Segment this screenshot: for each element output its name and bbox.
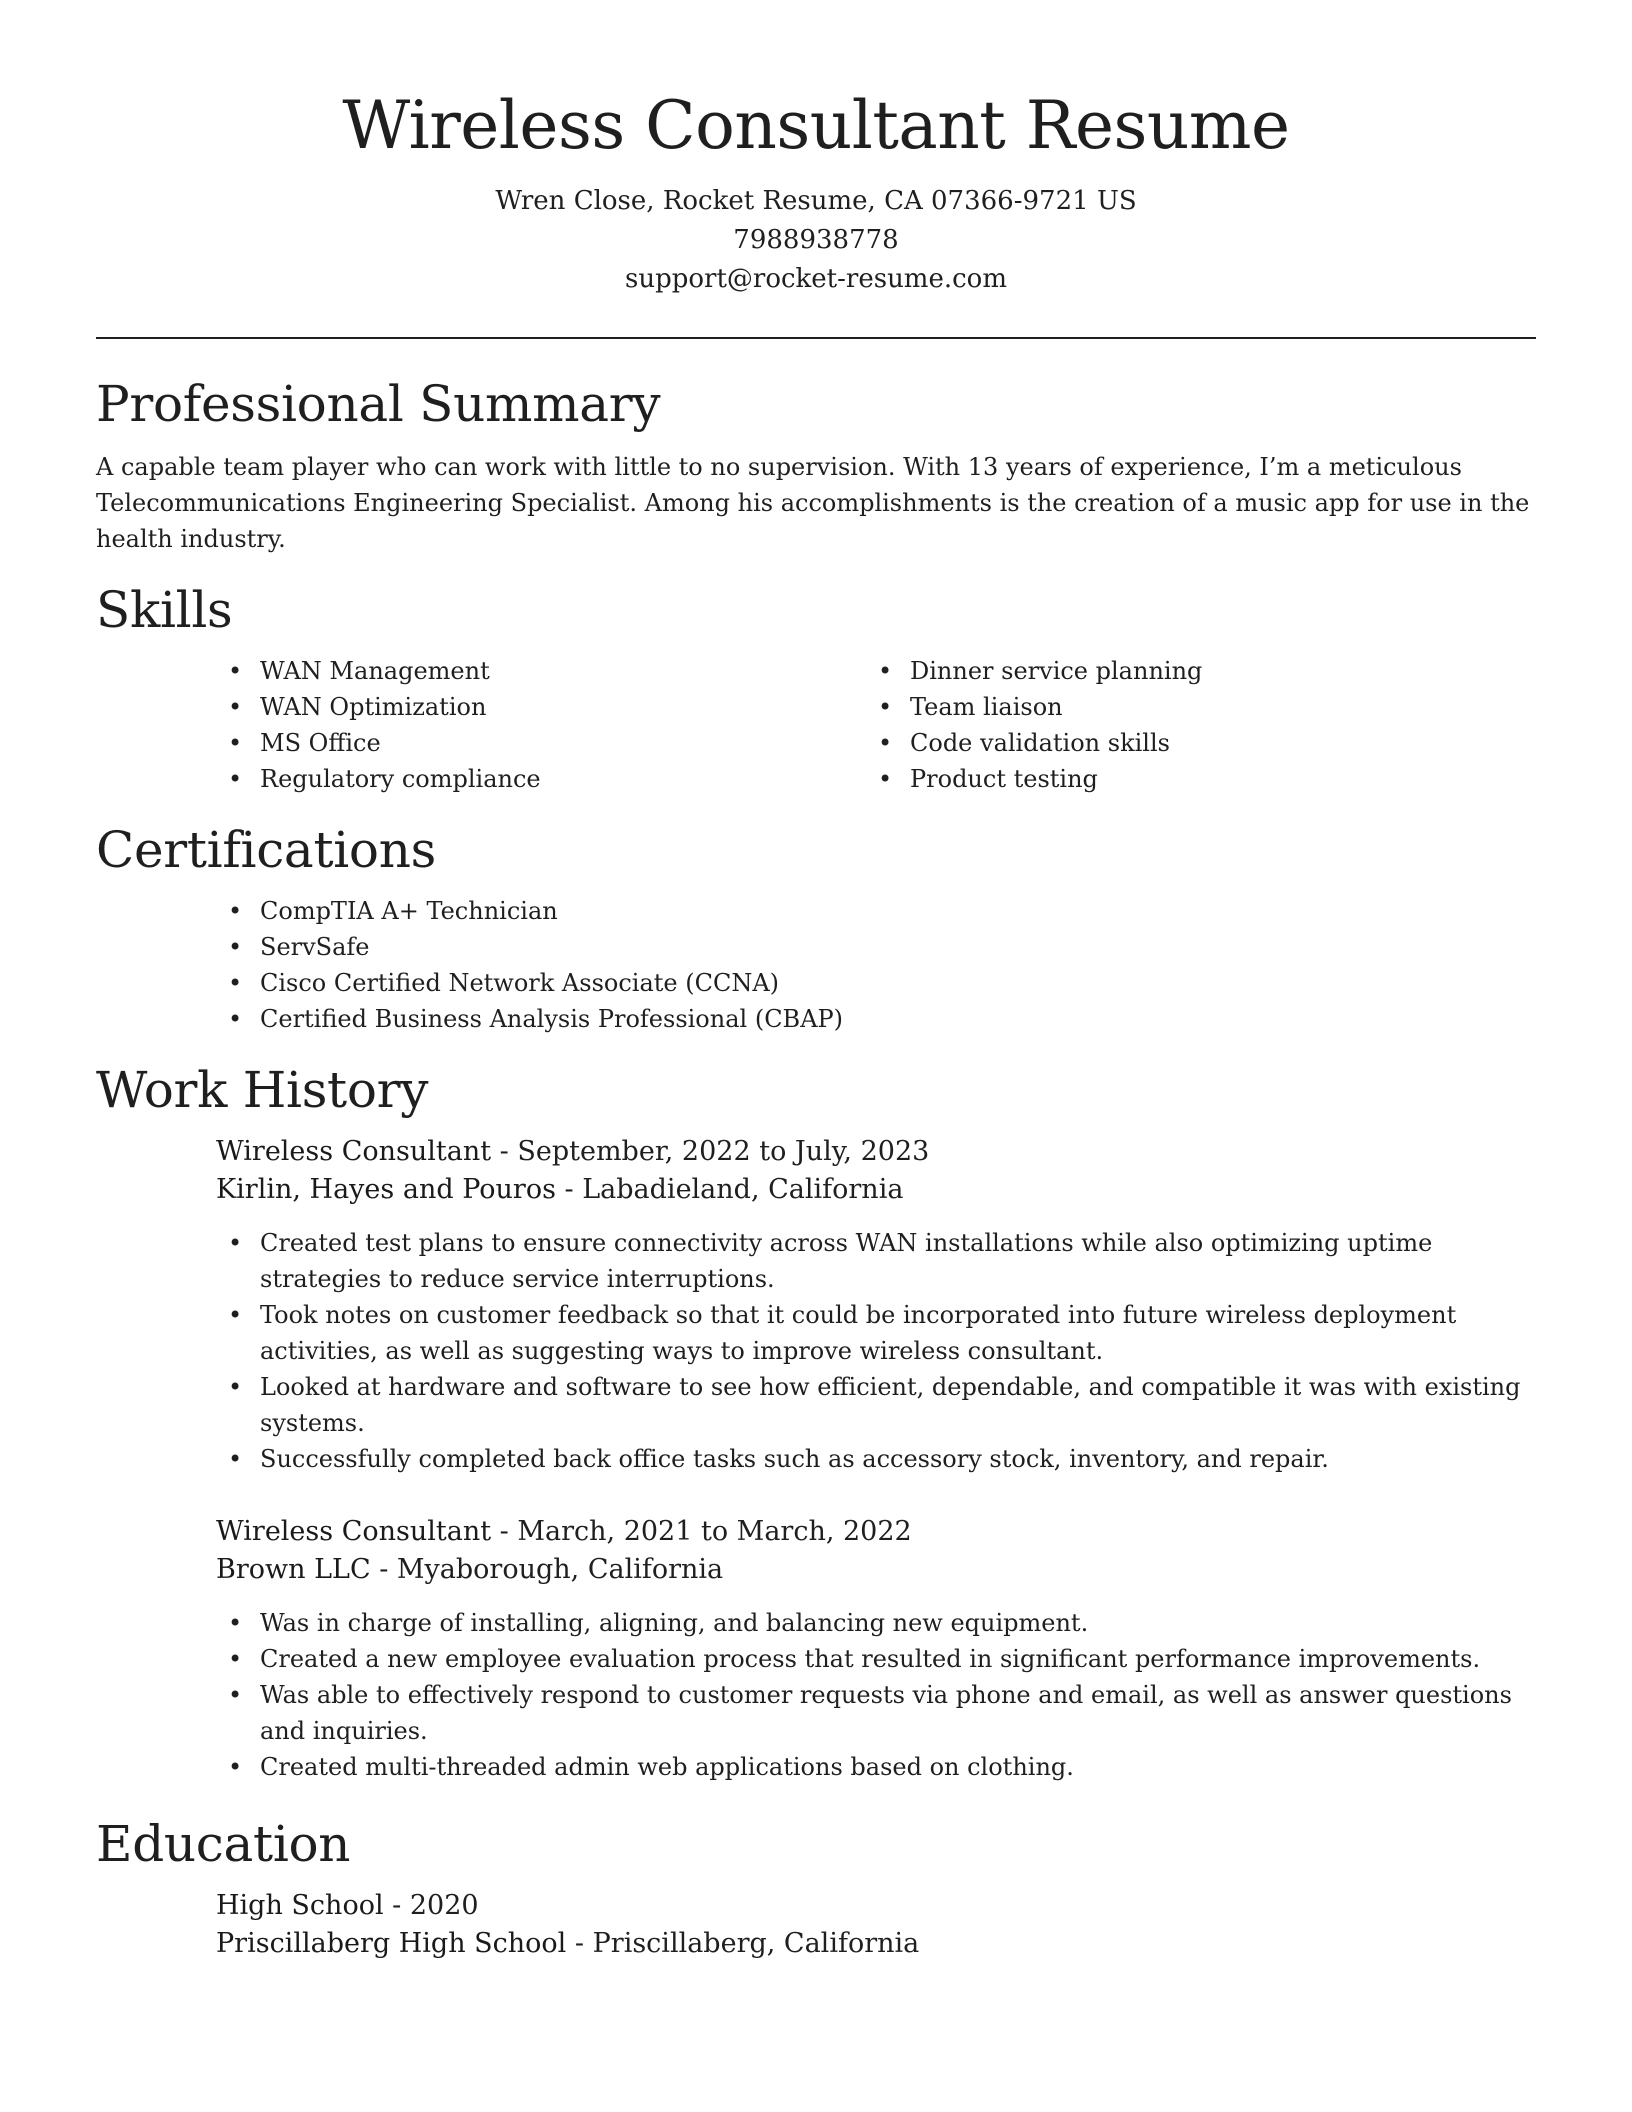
education-year: - 2020 [383,1890,479,1921]
summary-section [96,373,1536,557]
skills-section [96,579,1536,797]
certification-item: • Cisco Certified Network Associate (CCNA) [216,965,1536,1001]
certification-item: • CompTIA A+ Technician [216,893,1536,929]
job-role: Wireless Consultant [216,1136,492,1167]
contact-address: Wren Close, Rocket Resume, CA 07366-9721 US [495,186,1137,216]
education-degree: High School [216,1890,384,1921]
job-bullet: • Created test plans to ensure connectivity across WAN installations while also optimizing uptime strategies to reduce service interruptions. [216,1225,1536,1297]
education-location: - Priscillaberg, California [566,1928,920,1959]
certifications-list [216,893,1536,1037]
job-bullet: • Looked at hardware and software to see how efficient, dependable, and compatible it was with existing systems. [216,1369,1536,1441]
skills-grid [216,653,1536,797]
skill-item: • Dinner service planning [866,653,1516,689]
work-heading: Work History [96,1061,429,1119]
resume-title: Wireless Consultant Resume [342,87,1290,164]
job-entry [216,1513,1536,1785]
contact-block [96,182,1536,299]
certifications-section [96,819,1536,1037]
skills-list-right [866,653,1516,797]
job-bullets [216,1605,1536,1785]
job-location: - Myaborough, California [370,1554,724,1585]
job-bullet: • Successfully completed back office tasks such as accessory stock, inventory, and repair. [216,1441,1536,1477]
job-company: Kirlin, Hayes and Pouros [216,1174,556,1205]
skill-item: • WAN Optimization [216,689,866,725]
contact-email: support@rocket-resume.com [624,264,1007,294]
job-company-line [216,1171,1536,1209]
summary-text: A capable team player who can work with little to no supervision. With 13 years of experience, I’m a meticulous Telecommunications Engineering Specialist. Among his accomplishments is the creation of a music app for use in the health industry. [96,453,1530,553]
skills-heading: Skills [96,581,233,639]
job-location: - Labadieland, California [555,1174,904,1205]
job-dates: - September, 2022 to July, 2023 [491,1136,930,1167]
certifications-heading: Certifications [96,821,436,879]
summary-heading: Professional Summary [96,375,661,433]
job-entry [216,1133,1536,1477]
education-entry [216,1887,1536,1963]
job-bullets [216,1225,1536,1477]
contact-phone: 7988938778 [733,225,899,255]
resume-header [96,0,1536,299]
job-bullet: • Created multi-threaded admin web applications based on clothing. [216,1749,1536,1785]
job-bullet: • Took notes on customer feedback so that it could be incorporated into future wireless deployment activities, as well as suggesting ways to improve wireless consultant. [216,1297,1536,1369]
resume-page [96,0,1536,1963]
education-degree-line [216,1887,1536,1925]
header-divider [96,337,1536,339]
certification-item: • ServSafe [216,929,1536,965]
education-heading: Education [96,1815,351,1873]
job-title-line [216,1133,1536,1171]
skill-item: • Regulatory compliance [216,761,866,797]
skill-item: • WAN Management [216,653,866,689]
job-company: Brown LLC [216,1554,371,1585]
job-company-line [216,1551,1536,1589]
education-school: Priscillaberg High School [216,1928,567,1959]
job-role: Wireless Consultant [216,1516,492,1547]
job-bullet: • Was able to effectively respond to customer requests via phone and email, as well as answer questions and inquiries. [216,1677,1536,1749]
job-bullet: • Was in charge of installing, aligning, and balancing new equipment. [216,1605,1536,1641]
job-title-line [216,1513,1536,1551]
education-school-line [216,1925,1536,1963]
skill-item: • Product testing [866,761,1516,797]
skill-item: • Team liaison [866,689,1516,725]
skill-item: • MS Office [216,725,866,761]
job-bullet: • Created a new employee evaluation process that resulted in significant performance improvements. [216,1641,1536,1677]
skill-item: • Code validation skills [866,725,1516,761]
certification-item: • Certified Business Analysis Professional (CBAP) [216,1001,1536,1037]
education-section [96,1813,1536,1963]
work-section [96,1059,1536,1785]
skills-list-left [216,653,866,797]
job-dates: - March, 2021 to March, 2022 [491,1516,912,1547]
